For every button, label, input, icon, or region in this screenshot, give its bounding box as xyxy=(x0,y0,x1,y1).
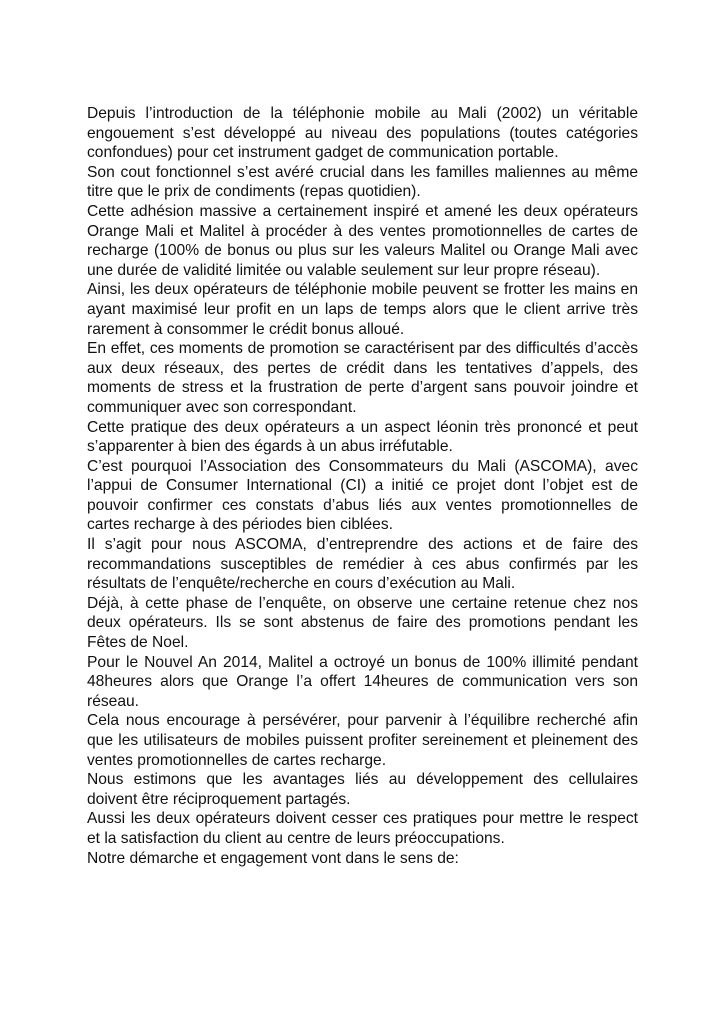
document-body xyxy=(87,104,638,868)
paragraph-ascoma-project: C’est pourquoi l’Association des Consommateurs du Mali (ASCOMA), avec l’appui de Consumer International (CI) a initié ce projet dont l’objet est de pouvoir confirmer ces constats d’abus liés aux ventes promotionnelles de cartes recharge à des périodes bien ciblées. xyxy=(87,457,638,534)
paragraph-encouragement: Cela nous encourage à persévérer, pour parvenir à l’équilibre recherché afin que les utilisateurs de mobiles puissent profiter sereinement et pleinement des ventes promotionnelles de cartes recharge. xyxy=(87,712,638,769)
paragraph-recommendations: Il s’agit pour nous ASCOMA, d’entreprendre des actions et de faire des recommandations susceptibles de remédier à ces abus confirmés par les résultats de l’enquête/recherche en cours d’exécution au Mali. xyxy=(87,536,638,593)
paragraph-new-year: Pour le Nouvel An 2014, Malitel a octroyé un bonus de 100% illimité pendant 48heures alors que Orange l’a offert 14heures de communication vers son réseau. xyxy=(87,653,638,710)
paragraph-operators: Aussi les deux opérateurs doivent cesser ces pratiques pour mettre le respect et la satisfaction du client au centre de leurs préoccupations. xyxy=(87,810,638,847)
paragraph-advantages: Nous estimons que les avantages liés au développement des cellulaires doivent être réciproquement partagés. xyxy=(87,771,638,808)
paragraph-promotions: Cette adhésion massive a certainement inspiré et amené les deux opérateurs Orange Mali et Malitel à procéder à des ventes promotionnelles de cartes de recharge (100% de bonus ou plus sur les valeurs Malitel ou Orange Mali avec une durée de validité limitée ou valable seulement sur leur propre réseau). xyxy=(87,202,638,279)
paragraph-profit: Ainsi, les deux opérateurs de téléphonie mobile peuvent se frotter les mains en ayant maximisé leur profit en un laps de temps alors que le client arrive très rarement à consommer le crédit bonus alloué. xyxy=(87,281,638,338)
paragraph-observation: Déjà, à cette phase de l’enquête, on observe une certaine retenue chez nos deux opérateurs. Ils se sont abstenus de faire des promotions pendant les Fêtes de Noel. xyxy=(87,594,638,652)
paragraph-approach: Notre démarche et engagement vont dans le sens de: xyxy=(87,849,459,867)
paragraph-introduction: Depuis l’introduction de la téléphonie mobile au Mali (2002) un véritable engouement s’est développé au niveau des populations (toutes catégories confondues) pour cet instrument gadget de communication portable. xyxy=(87,105,638,162)
paragraph-difficulties: En effet, ces moments de promotion se caractérisent par des difficultés d’accès aux deux réseaux, des pertes de crédit dans les tentatives d’appels, des moments de stress et la frustration de perte d’argent sans pouvoir joindre et communiquer avec son correspondant. xyxy=(87,340,638,416)
paragraph-cost: Son cout fonctionnel s’est avéré crucial dans les familles maliennes au même titre que le prix de condiments (repas quotidien). xyxy=(87,163,638,201)
paragraph-abuse: Cette pratique des deux opérateurs a un aspect léonin très prononcé et peut s’apparenter à bien des égards à un abus irréfutable. xyxy=(87,418,638,456)
